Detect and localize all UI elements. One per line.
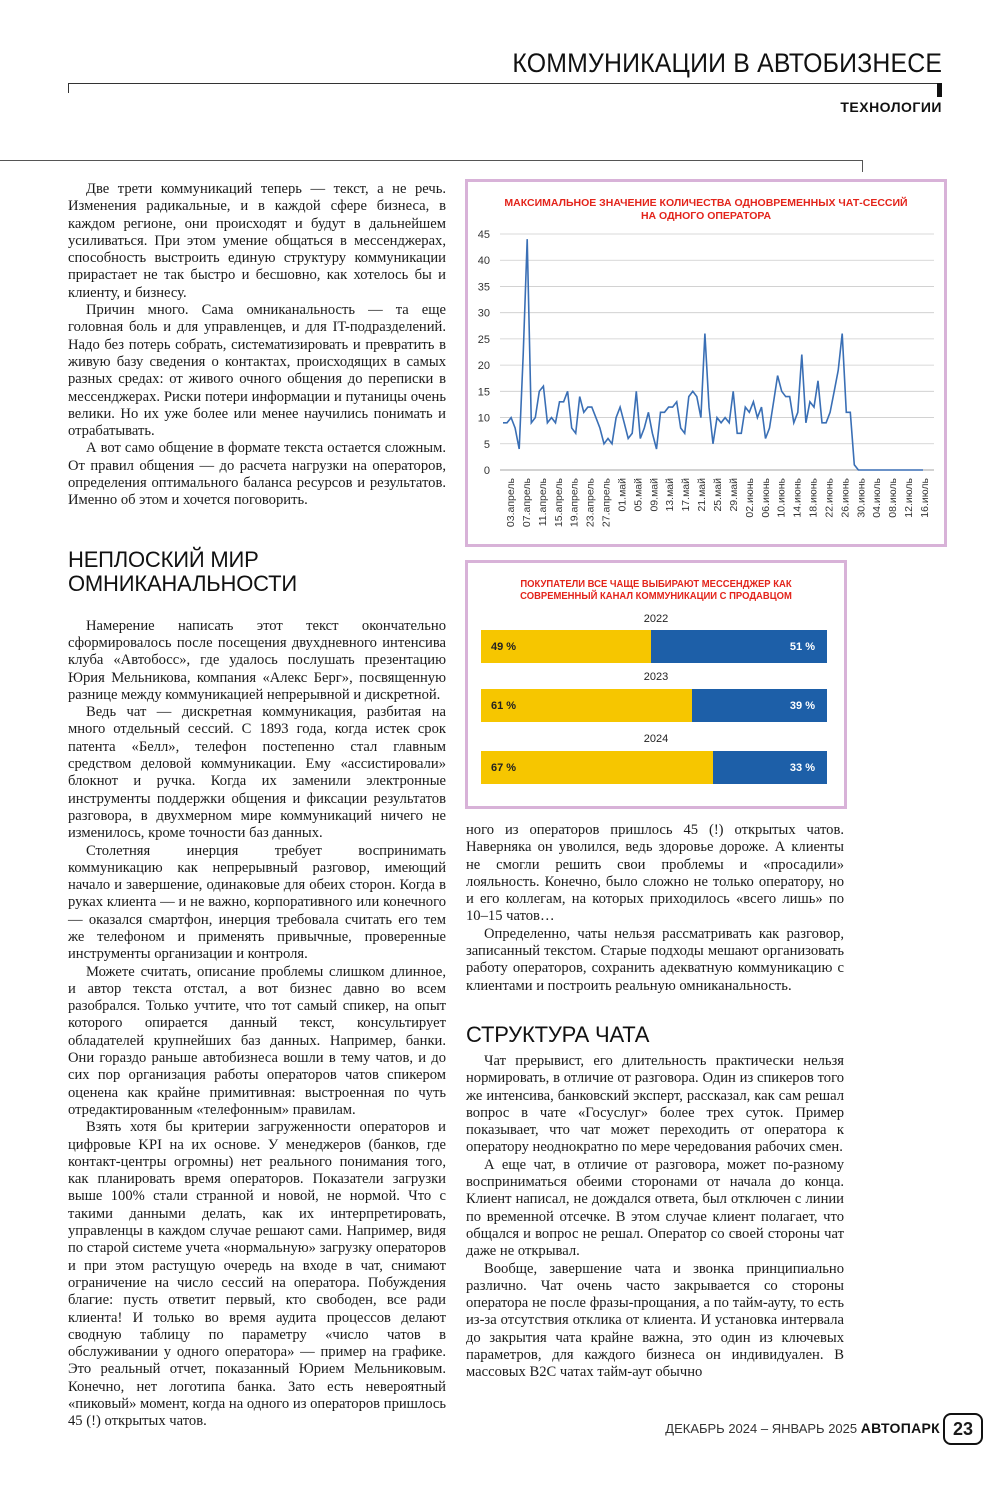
y-tick-label: 30 — [477, 307, 490, 320]
paragraph: Взять хотя бы критерии загруженности операторов и цифровые KPI на их основе. У менеджеров (банков, где контакт-центры огромны) нет реального понимания того, как планировать время операторов. Показатели загрузки выше 100% стали странной и новой, не нормой. Что с такими данными делать, как их интерпретировать, управленцы в каждом случае решают сами. Например, видя по старой системе учета «нормальную» загрузку операторов и при этом растущую очередь на входе в чат, снимают ограничение на число сессий на оператора. Побуждения благие: пусть ответит первый, кто свободен, все ради клиента! И только во время аудита процессов делают сводную таблицу по параметру «число чатов в обслуживании у одного оператора» — пример на графике. Это реальный отчет, показанный Юрием Мельниковым. Конечно, нет логотипа банка. Зато есть невероятный «пиковый» момент, когда на одного из операторов пришлось 45 (!) открытых чатов. — [68, 1119, 446, 1430]
bar-value-label: 67 % — [491, 761, 517, 774]
x-tick-label: 19.апрель — [568, 478, 581, 528]
bar-value-label: 33 % — [789, 761, 815, 774]
x-tick-label: 21.май — [696, 478, 709, 512]
x-tick-label: 01.май — [616, 478, 629, 512]
bar-chart-title: ПОКУПАТЕЛИ ВСЕ ЧАЩЕ ВЫБИРАЮТ МЕССЕНДЖЕР КАК СОВРЕМЕННЫЙ КАНАЛ КОММУНИКАЦИИ С ПРОДАВЦОМ — [520, 578, 792, 602]
paragraph: ного из операторов пришлось 45 (!) открытых чатов. Наверняка он уволился, ведь здоровье дороже. А клиенты не смогли решить свои проблемы и «просадили» лояльность. Конечно, было сложно не только оператору, но и его коллегам, на которых приходилось «всего лишь» по 10–15 чатов… — [466, 822, 844, 925]
x-tick-label: 26.июнь — [839, 478, 852, 518]
paragraph: Столетняя инерция требует воспринимать коммуникацию как непрерывный разговор, имеющий начало и завершение, одинаковые для обеих сторон. Когда в руках клиента — и не важно, корпоративного или конечного — оказался смартфон, инерция требовала считать его тем же телефоном и применять привычные, проверенные инструменты организации и контроля. — [68, 842, 446, 963]
right-column — [466, 822, 844, 1382]
paragraph: Можете считать, описание проблемы слишком длинное, и автор текста отстал, а вот бизнес давно во всем разобрался. Только учтите, что тот самый спикер, на опыт которого опирается данный текст, консультирует обладателей крупнейших баз данных. Например, банки. Они гораздо раньше автобизнеса вошли в тему чатов, и до сих пор организация работы операторов чатов спикером оценена как крайне примитивная: выстроенная по чуть отредактированным «телефонным» правилам. — [68, 963, 446, 1118]
paragraph: А еще чат, в отличие от разговора, может по-разному восприниматься обеими сторонами от начала до конца. Клиент написал, не дождался ответа, был отключен с линии по временной отсечке. В этом случае клиент полагает, что общался и вопрос не решал. Оператор со своей стороны чат даже не открывал. — [466, 1156, 844, 1260]
bar-value-label: 51 % — [789, 640, 815, 653]
x-tick-label: 11.апрель — [536, 478, 549, 527]
x-tick-label: 08.июль — [887, 478, 900, 518]
bar-row-2023 — [481, 689, 827, 722]
bar-value-label: 39 % — [789, 699, 815, 712]
magazine-section-title: КОММУНИКАЦИИ В АВТОБИЗНЕСЕ — [512, 48, 942, 78]
y-tick-label: 15 — [477, 386, 490, 399]
y-tick-label: 45 — [477, 229, 490, 241]
paragraph: Две трети коммуникаций теперь — текст, а не речь. Изменения радикальные, и в каждой сфере бизнеса, в каждом регионе, они происходят и будут в дальнейшем усиливаться. При этом умение общаться в мессенджерах, способность выстроить единую структуру коммуникации прирастает не так быстро и бесшовно, как хотелось бы и клиенту, и бизнесу. — [68, 181, 446, 301]
y-tick-label: 5 — [483, 438, 490, 451]
x-tick-label: 13.май — [664, 478, 677, 512]
x-tick-label: 12.июль — [903, 478, 916, 518]
line-chart-series — [503, 239, 923, 470]
line-chart-x-ticks — [505, 477, 931, 527]
footer — [665, 1420, 940, 1436]
x-tick-label: 15.апрель — [552, 478, 565, 528]
x-tick-label: 14.июнь — [791, 478, 804, 518]
x-tick-label: 23.апрель — [584, 478, 597, 528]
bar-row-2024 — [481, 751, 827, 784]
paragraph: Вообще, завершение чата и звонка принципиально различно. Чат очень часто закрывается со стороны оператора не после фразы-прощания, а по тайм-ауту, то есть из-за отсутствия отклика от клиента. И установка интервала до закрытия чата крайне важна, это один из ключевых параметров, для каждого бизнеса он индивидуален. В массовых B2C чатах тайм-аут обычно — [466, 1260, 844, 1381]
x-tick-label: 16.июль — [919, 478, 931, 518]
bar-segment-other — [692, 689, 827, 722]
bar-segment-messenger — [481, 689, 692, 722]
x-tick-label: 25.май — [712, 478, 724, 512]
line-chart-panel — [465, 179, 947, 547]
paragraph: Определенно, чаты нельзя рассматривать как разговор, записанный текстом. Старые подходы мешают организовать работу операторов, сохранить адекватную коммуникацию с клиентами и построить реальную омниканальность. — [466, 925, 844, 994]
paragraph: Ведь чат — дискретная коммуникация, разбитая на много отдельный сессий. С 1893 года, когда истек срок патента «Белл», телефон постепенно стал главным средством деловой коммуникации. Ему «ассистировали» блокнот и ручка. Когда их заменили электронные инструменты поддержки общения и фиксации результатов разговора, в двухмерном мире коммуникаций ничего не изменилось, кроме точности баз данных. — [68, 704, 446, 842]
bar-chart-panel — [465, 560, 847, 809]
line-chart-title-line1: МАКСИМАЛЬНОЕ ЗНАЧЕНИЕ КОЛИЧЕСТВА ОДНОВРЕМЕННЫХ ЧАТ-СЕССИЙ — [504, 197, 908, 209]
subheading-chat-structure: СТРУКТУРА ЧАТА — [466, 1021, 650, 1047]
article-frame-top — [0, 160, 863, 161]
y-tick-label: 25 — [477, 333, 490, 346]
x-tick-label: 03.апрель — [505, 478, 517, 528]
bar-segment-messenger — [481, 630, 651, 663]
left-column — [68, 181, 446, 1431]
line-chart-y-ticks — [478, 229, 490, 477]
bar-year-2023: 2023 — [643, 671, 669, 683]
bar-value-label: 61 % — [491, 699, 517, 712]
paragraph: А вот само общение в формате текста остается сложным. От правил общения — до расчета нагрузки на операторов, определения оптимального баланса ресурсов и результатов. Именно об этом и хочется поговорить. — [68, 440, 446, 509]
issue-date: ДЕКАБРЬ 2024 – ЯНВАРЬ 2025 — [665, 1421, 858, 1436]
x-tick-label: 22.июнь — [823, 478, 836, 518]
bar-segment-other — [713, 751, 827, 784]
x-tick-label: 18.июнь — [807, 478, 820, 518]
x-tick-label: 04.июль — [871, 478, 884, 518]
x-tick-label: 07.апрель — [520, 478, 533, 528]
magazine-brand: АВТОПАРК — [860, 1420, 940, 1436]
x-tick-label: 30.июнь — [855, 478, 868, 518]
y-tick-label: 0 — [483, 465, 490, 477]
line-chart — [468, 182, 944, 544]
y-tick-label: 20 — [477, 360, 490, 373]
bar-segment-other — [651, 630, 827, 663]
line-chart-grid — [500, 234, 934, 470]
x-tick-label: 17.май — [680, 478, 693, 512]
article-frame-right — [862, 160, 863, 172]
x-tick-label: 27.апрель — [600, 478, 613, 528]
subheading-omnichannel: НЕПЛОСКИЙ МИР ОМНИКАНАЛЬНОСТИ — [68, 546, 297, 596]
header-rule — [68, 83, 942, 84]
paragraph: Намерение написать этот текст окончательно сформировалось после посещения двухдневного интенсива клуба «Автобосс», где удалось послушать презентацию Юрия Мельникова, компания «Алекс Берг», посвященную разнице между коммуникацией непрерывной и дискретной. — [68, 617, 446, 703]
x-tick-label: 09.май — [648, 478, 661, 512]
paragraph: Причин много. Сама омниканальность — та еще головная боль и для управленцев, и для IT-подразделений. Надо без потерь собрать, систематизировать и превратить в живую базу сведения о контактах, происходящих в самых разных средах: от живого очного общения до переписки в мессенджерах. Риски потери информации и путаницы очень велики. Но их уже более или менее научились понимать и отрабатывать. — [68, 302, 446, 440]
x-tick-label: 06.июнь — [759, 478, 772, 518]
bar-value-label: 49 % — [491, 640, 517, 653]
bar-row-2022 — [481, 630, 827, 663]
x-tick-label: 05.май — [632, 478, 645, 512]
y-tick-label: 40 — [477, 255, 490, 268]
x-tick-label: 29.май — [727, 478, 740, 512]
y-tick-label: 35 — [477, 281, 490, 294]
x-tick-label: 02.июнь — [743, 478, 756, 518]
y-tick-label: 10 — [477, 412, 490, 425]
bar-year-2022: 2022 — [643, 613, 669, 625]
paragraph: Чат прерывист, его длительность практически нельзя нормировать, в отличие от разговора. Один из спикеров того же интенсива, банковский эксперт, рассказал, как сам решал вопрос в чате «Госуслуг» более трех суток. Пример показывает, что чат может переходить от оператора к оператору неоднократно по мере чередования рабочих смен. — [466, 1052, 844, 1156]
bar-year-2024: 2024 — [643, 733, 669, 745]
bar-segment-messenger — [481, 751, 713, 784]
rubric-label: ТЕХНОЛОГИИ — [840, 99, 942, 115]
header-rule-right-tick — [937, 83, 942, 97]
x-tick-label: 10.июнь — [775, 478, 788, 518]
line-chart-title-line2: НА ОДНОГО ОПЕРАТОРА — [640, 210, 772, 222]
header-rule-left-tick — [68, 83, 69, 93]
page-number: 23 — [943, 1413, 983, 1445]
